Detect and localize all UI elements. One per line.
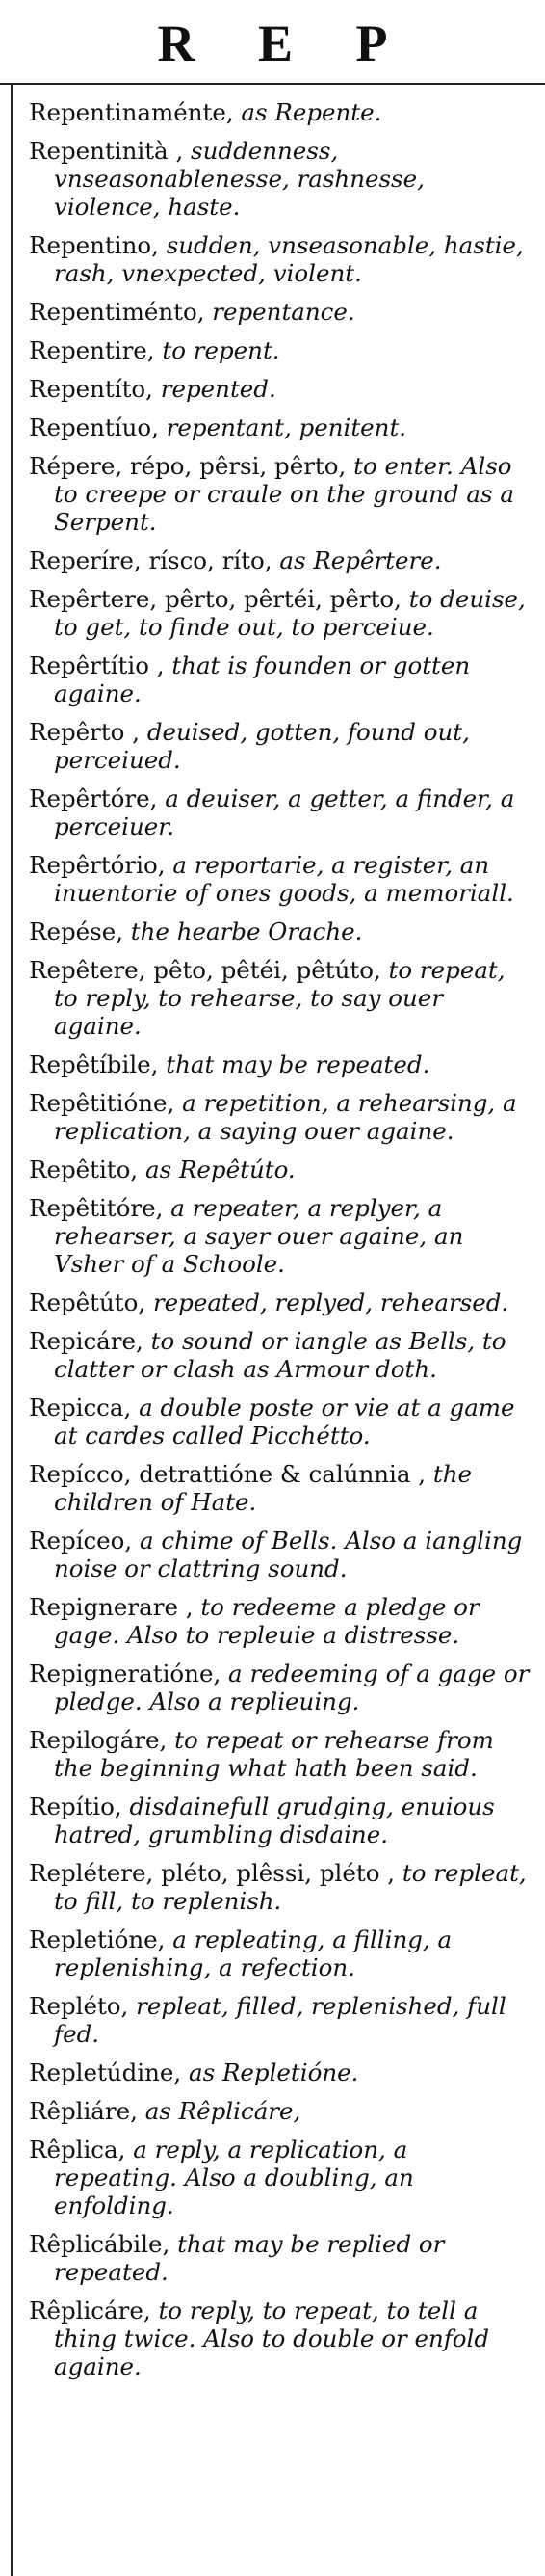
definition: deuised, gotten, found out, perceiued. xyxy=(54,718,470,774)
headword: Répere, répo, pêrsi, pêrto, xyxy=(29,452,347,480)
headword: Repêrtóre, xyxy=(29,784,158,812)
headword: Replétere, pléto, plêssi, pléto , xyxy=(29,1859,396,1887)
dictionary-entry xyxy=(29,546,535,574)
definition: as Rêplicáre, xyxy=(144,2097,301,2125)
definition: as Repêtúto. xyxy=(145,1155,296,1183)
definition: a double poste or vie at a game at cardes called Picchétto. xyxy=(54,1394,515,1449)
definition: sudden, vnseasonable, hastie, rash, vnexpected, violent. xyxy=(54,231,524,287)
definition: as Repletióne. xyxy=(188,2058,359,2086)
dictionary-entry xyxy=(29,1660,535,1715)
dictionary-entry xyxy=(29,585,535,641)
header-rule xyxy=(0,83,545,85)
dictionary-entry xyxy=(29,2058,535,2086)
headword: Repêrtere, pêrto, pêrtéi, pêrto, xyxy=(29,585,402,613)
headword: Repítio, xyxy=(29,1793,122,1820)
definition: the hearbe Orache. xyxy=(130,917,363,945)
definition: disdainefull grudging, enuious hatred, grumbling disdaine. xyxy=(54,1793,495,1848)
dictionary-entry xyxy=(29,298,535,326)
dictionary-entry xyxy=(29,718,535,774)
headword: Reperíre, rísco, ríto, xyxy=(29,546,272,574)
headword: Repêtitióne, xyxy=(29,1089,175,1117)
definition: as Repêrtere. xyxy=(279,546,442,574)
dictionary-entry xyxy=(29,2097,535,2125)
dictionary-entry xyxy=(29,1925,535,1981)
dictionary-entry xyxy=(29,1726,535,1782)
headword: Rêpliáre, xyxy=(29,2097,138,2125)
headword: Repése, xyxy=(29,917,123,945)
dictionary-entry xyxy=(29,1155,535,1183)
dictionary-entry xyxy=(29,1050,535,1078)
dictionary-entry xyxy=(29,1327,535,1383)
dictionary-entry xyxy=(29,2230,535,2286)
definition: repentance. xyxy=(212,298,355,326)
headword: Repigneratióne, xyxy=(29,1660,221,1687)
definition: that may be replied or repeated. xyxy=(54,2230,445,2286)
headword: Repêtitóre, xyxy=(29,1194,164,1222)
page-heading: R E P xyxy=(157,14,413,72)
dictionary-entry xyxy=(29,651,535,707)
definition: a deuiser, a getter, a finder, a perceiuer. xyxy=(54,784,515,840)
dictionary-entry xyxy=(29,851,535,907)
headword: Repêtere, pêto, pêtéi, pêtúto, xyxy=(29,956,381,984)
headword: Repêtúto, xyxy=(29,1288,146,1316)
dictionary-entry xyxy=(29,1593,535,1649)
definition: to repent. xyxy=(162,336,280,364)
definition: a reportarie, a register, an inuentorie of ones goods, a memoriall. xyxy=(54,851,514,907)
dictionary-entries xyxy=(29,98,535,2391)
definition: to redeeme a pledge or gage. Also to repleuie a distresse. xyxy=(54,1593,480,1649)
headword: Repléto, xyxy=(29,1992,129,2020)
headword: Repentíto, xyxy=(29,375,153,403)
headword: Repêrtítio , xyxy=(29,651,165,679)
dictionary-entry xyxy=(29,452,535,536)
dictionary-entry xyxy=(29,784,535,840)
definition: to reply, to repeat, to tell a thing twice. Also to double or enfold againe. xyxy=(54,2297,490,2380)
headword: Repentinaménte, xyxy=(29,98,234,126)
dictionary-entry xyxy=(29,1288,535,1316)
dictionary-entry xyxy=(29,2136,535,2219)
definition: to enter. Also to creepe or craule on the ground as a Serpent. xyxy=(54,452,514,536)
definition: to sound or iangle as Bells, to clatter or clash as Armour doth. xyxy=(54,1327,506,1383)
definition: to repeat, to reply, to rehearse, to say ouer againe. xyxy=(54,956,506,1040)
definition: a repeater, a replyer, a rehearser, a sayer ouer againe, an Vsher of a Schoole. xyxy=(54,1194,464,1278)
headword: Repentino, xyxy=(29,231,159,259)
headword: Repletióne, xyxy=(29,1925,166,1953)
definition: to repleat, to fill, to replenish. xyxy=(54,1859,527,1915)
dictionary-entry xyxy=(29,1793,535,1848)
dictionary-entry xyxy=(29,231,535,287)
headword: Repletúdine, xyxy=(29,2058,182,2086)
headword: Repentiménto, xyxy=(29,298,205,326)
headword: Repentinità , xyxy=(29,137,184,165)
definition: the children of Hate. xyxy=(54,1460,472,1516)
headword: Repicáre, xyxy=(29,1327,143,1355)
definition: a repleating, a filling, a replenishing, a refection. xyxy=(54,1925,453,1981)
headword: Repentíuo, xyxy=(29,413,159,441)
definition: as Repente. xyxy=(241,98,382,126)
headword: Repêtíbile, xyxy=(29,1050,159,1078)
dictionary-entry xyxy=(29,98,535,126)
definition: a reply, a replication, a repeating. Also a doubling, an enfolding. xyxy=(54,2136,414,2219)
definition: a repetition, a rehearsing, a replication, a saying ouer againe. xyxy=(54,1089,517,1145)
headword: Repêtito, xyxy=(29,1155,139,1183)
dictionary-entry xyxy=(29,1527,535,1582)
definition: repleat, filled, replenished, full fed. xyxy=(54,1992,506,2048)
headword: Rêplicáre, xyxy=(29,2297,151,2324)
dictionary-entry xyxy=(29,956,535,1040)
headword: Repentire, xyxy=(29,336,155,364)
headword: Repícco, detrattióne & calúnnia , xyxy=(29,1460,427,1488)
headword: Rêplicábile, xyxy=(29,2230,170,2258)
dictionary-entry xyxy=(29,2297,535,2380)
headword: Repilogáre, xyxy=(29,1726,168,1754)
headword: Repêrtório, xyxy=(29,851,166,879)
definition: a chime of Bells. Also a iangling noise or clattring sound. xyxy=(54,1527,523,1582)
definition: repentant, penitent. xyxy=(166,413,407,441)
definition: to deuise, to get, to finde out, to perceiue. xyxy=(54,585,526,641)
dictionary-entry xyxy=(29,1394,535,1449)
dictionary-entry xyxy=(29,917,535,945)
definition: to repeat or rehearse from the beginning what hath been said. xyxy=(54,1726,494,1782)
headword: Repicca, xyxy=(29,1394,132,1421)
dictionary-entry xyxy=(29,413,535,441)
headword: Repignerare , xyxy=(29,1593,194,1621)
definition: that may be repeated. xyxy=(166,1050,430,1078)
headword: Repíceo, xyxy=(29,1527,133,1554)
definition: suddenness, vnseasonablenesse, rashnesse, violence, haste. xyxy=(54,137,425,221)
dictionary-entry xyxy=(29,137,535,221)
dictionary-entry xyxy=(29,1194,535,1278)
definition: repeated, replyed, rehearsed. xyxy=(152,1288,509,1316)
definition: that is founden or gotten againe. xyxy=(54,651,471,707)
definition: a redeeming of a gage or pledge. Also a replieuing. xyxy=(54,1660,530,1715)
dictionary-entry xyxy=(29,336,535,364)
dictionary-entry xyxy=(29,1460,535,1516)
dictionary-entry xyxy=(29,1859,535,1915)
dictionary-entry xyxy=(29,375,535,403)
definition: repented. xyxy=(160,375,276,403)
page-header xyxy=(0,0,545,83)
dictionary-entry xyxy=(29,1089,535,1145)
dictionary-entry xyxy=(29,1992,535,2048)
headword: Repêrto , xyxy=(29,718,141,746)
headword: Rêplica, xyxy=(29,2136,126,2164)
column-rule xyxy=(11,85,13,2576)
